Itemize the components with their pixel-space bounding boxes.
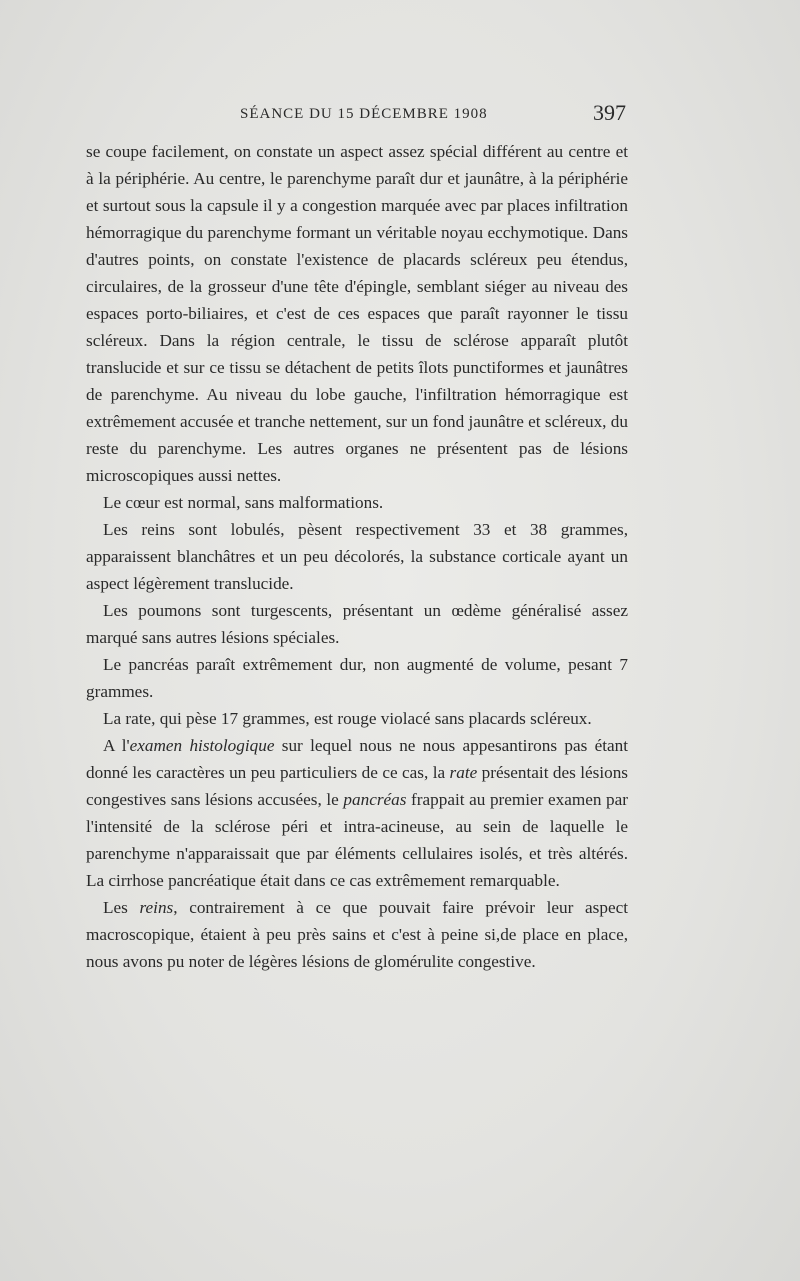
italic-term: rate <box>449 763 478 782</box>
body-text <box>86 138 628 975</box>
paragraph-spleen: La rate, qui pèse 17 grammes, est rouge violacé sans placards scléreux. <box>103 709 592 728</box>
paragraph-histology: A l'examen histologique sur lequel nous ne nous appesantirons pas étant donné les caractères un peu particuliers de ce cas, la rate présentait des lésions congestives sans lésions accusées, le pancréas frappait au premier examen par l'intensité de la sclérose péri et intra-acineuse, au sein de laquelle le parenchyme n'apparaissait que par éléments cellulaires isolés, et très altérés. La cirrhose pancréatique était dans ce cas extrêmement remarquable. <box>86 736 628 890</box>
running-head: SÉANCE DU 15 DÉCEMBRE 1908 <box>240 106 488 122</box>
paragraph-heart: Le cœur est normal, sans malformations. <box>103 493 384 512</box>
paragraph-kidneys: Les reins sont lobulés, pèsent respectivement 33 et 38 grammes, apparaissent blanchâtres et un peu décolorés, la substance corticale ayant un aspect légèrement translucide. <box>86 520 628 593</box>
paragraph-pancreas: Le pancréas paraît extrêmement dur, non augmenté de volume, pesant 7 grammes. <box>86 655 628 701</box>
italic-term: reins <box>139 898 174 917</box>
italic-term: pancréas <box>343 790 407 809</box>
page-number: 397 <box>593 100 626 125</box>
page-header <box>86 100 626 130</box>
italic-term: examen histologique <box>129 736 275 755</box>
paragraph-lungs: Les poumons sont turgescents, présentant un œdème généralisé assez marqué sans autres lésions spéciales. <box>86 601 628 647</box>
paragraph-liver: se coupe facilement, on constate un aspect assez spécial différent au centre et à la périphérie. Au centre, le parenchyme paraît dur et jaunâtre, à la périphérie et surtout sous la capsule il y a congestion marquée avec par places infiltration hémorragique du parenchyme formant un véritable noyau ecchymotique. Dans d'autres points, on constate l'existence de placards scléreux peu étendus, circulaires, de la grosseur d'une tête d'épingle, semblant siéger au niveau des espaces porto-biliaires, et c'est de ces espaces que paraît rayonner le tissu scléreux. Dans la région centrale, le tissu de sclérose apparaît plutôt translucide et sur ce tissu se détachent de petits îlots punctiformes et jaunâtres de parenchyme. Au niveau du lobe gauche, l'infiltration hémorragique est extrêmement accusée et tranche nettement, sur un fond jaunâtre et scléreux, du reste du parenchyme. Les autres organes ne présentent pas de lésions microscopiques aussi nettes. <box>86 142 628 485</box>
paragraph-kidneys-histology: Les reins, contrairement à ce que pouvait faire prévoir leur aspect macroscopique, étaient à peu près sains et c'est à peine si,de place en place, nous avons pu noter de légères lésions de glomérulite congestive. <box>86 898 628 971</box>
